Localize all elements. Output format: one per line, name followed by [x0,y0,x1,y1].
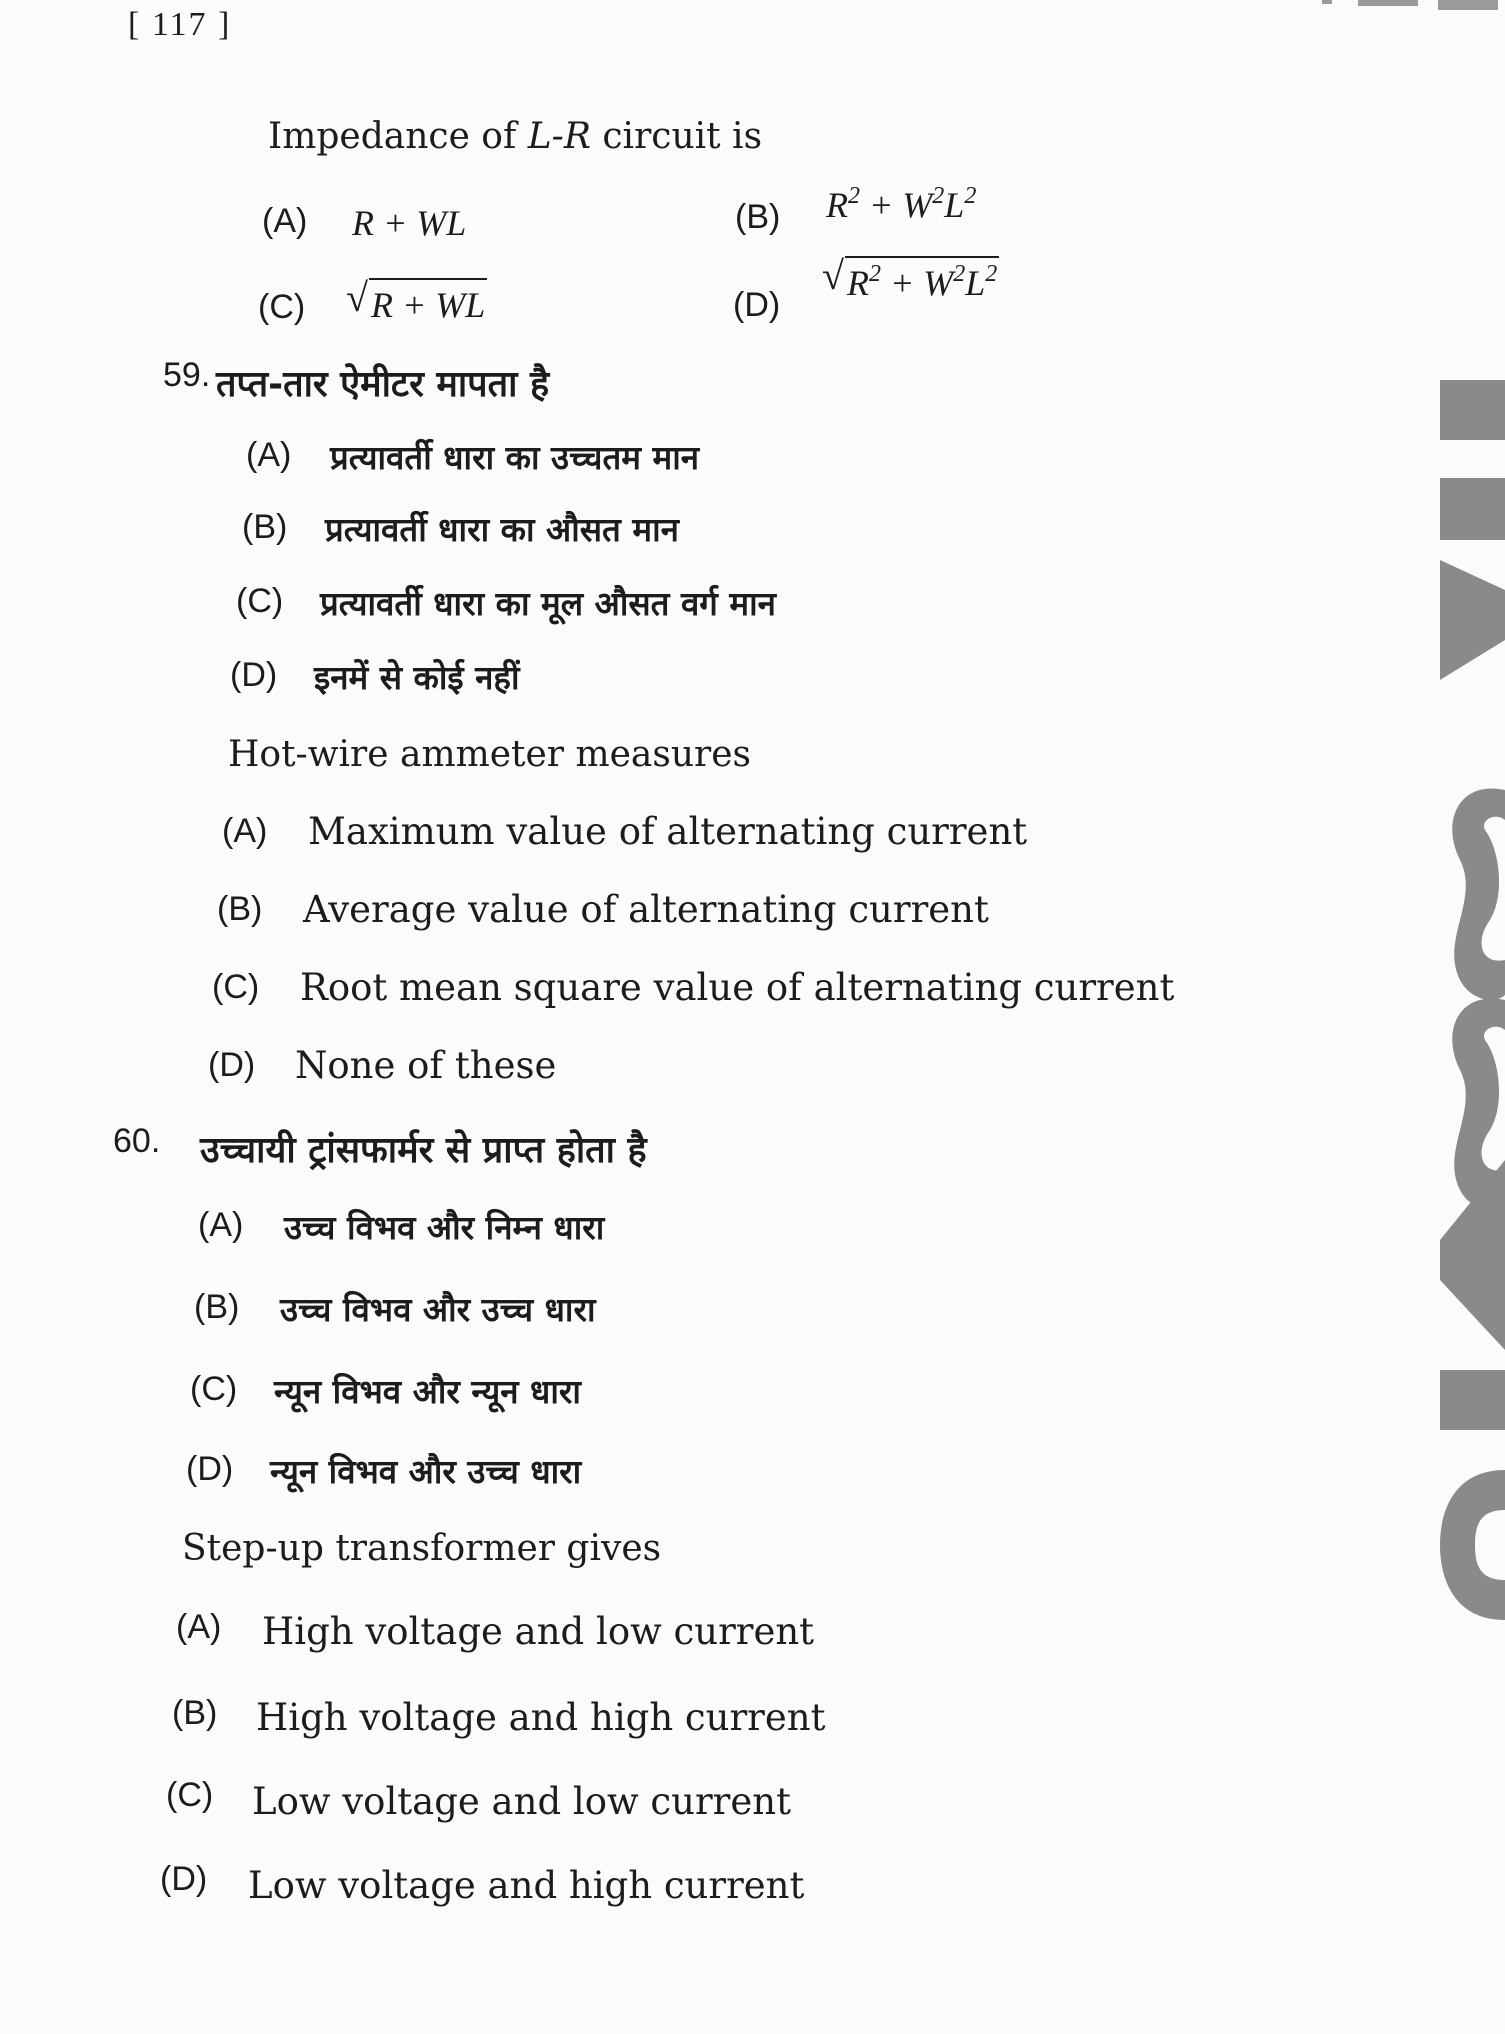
q60-en-option-d-text: Low voltage and high current [248,1864,805,1907]
q58-option-c-label: (C) [258,288,306,326]
q60-en-option-a-label: (A) [176,1608,222,1646]
q59-en-option-c-text: Root mean square value of alternating current [300,966,1175,1009]
q59-hi-option-d-label: (D) [230,656,278,694]
q60-hi-option-d-text: न्यून विभव और उच्च धारा [270,1452,582,1491]
q60-en-option-a-text: High voltage and low current [262,1610,815,1653]
q60-question-english: Step-up transformer gives [182,1528,662,1569]
q59-en-option-a-label: (A) [222,812,268,850]
q59-en-option-a-text: Maximum value of alternating current [308,810,1028,853]
q58-option-c-formula: √ R + WL [346,275,486,325]
q60-hi-option-a-text: उच्च विभव और निम्न धारा [284,1208,605,1247]
q59-question-hindi: तप्त-तार ऐमीटर मापता है [216,364,550,405]
q58-option-a-formula: R + WL [352,203,467,243]
q60-hi-option-b-label: (B) [194,1288,240,1326]
q59-number: 59. [163,356,211,394]
q60-hi-option-c-label: (C) [190,1370,238,1408]
q60-en-option-b-text: High voltage and high current [256,1696,826,1739]
q58-option-b-formula: $R^2 + W^2L^2$ [826,183,977,225]
q59-hi-option-b-text: प्रत्यावर्ती धारा का औसत मान [325,510,679,549]
q58-question: Impedance of L-R circuit is [268,116,763,157]
q60-en-option-d-label: (D) [160,1860,208,1898]
q58-option-a-label: (A) [262,202,308,240]
class-xii-watermark [1440,380,1505,1620]
q59-hi-option-d-text: इनमें से कोई नहीं [314,658,520,697]
q59-question-english: Hot-wire ammeter measures [228,734,752,775]
q59-en-option-b-label: (B) [217,890,263,928]
q60-hi-option-b-text: उच्च विभव और उच्च धारा [280,1290,596,1329]
q59-en-option-b-text: Average value of alternating current [303,888,989,931]
q59-hi-option-b-label: (B) [242,508,288,546]
q60-en-option-c-label: (C) [166,1776,214,1814]
top-corner-scribble [1318,0,1505,14]
q59-en-option-d-label: (D) [208,1046,256,1084]
q59-hi-option-a-text: प्रत्यावर्ती धारा का उच्चतम मान [330,438,700,477]
q60-hi-option-c-text: न्यून विभव और न्यून धारा [274,1372,581,1411]
q58-option-b-label: (B) [735,198,781,236]
q60-number: 60. [113,1122,161,1160]
q60-en-option-b-label: (B) [172,1694,218,1732]
q60-en-option-c-text: Low voltage and low current [252,1780,791,1823]
q59-hi-option-a-label: (A) [246,436,292,474]
lr-circuit-term: L-R [527,116,591,157]
q59-en-option-c-label: (C) [212,968,260,1006]
page-number: [ 117 ] [128,6,232,43]
q59-hi-option-c-label: (C) [236,582,284,620]
q58-option-d-formula: √ $R^2 + W^2L^2$ [822,253,998,303]
q58-option-d-label: (D) [733,286,781,324]
q59-en-option-d-text: None of these [295,1044,557,1087]
q60-question-hindi: उच्चायी ट्रांसफार्मर से प्राप्त होता है [200,1130,647,1171]
q60-hi-option-a-label: (A) [198,1206,244,1244]
q59-hi-option-c-text: प्रत्यावर्ती धारा का मूल औसत वर्ग मान [320,584,776,623]
q60-hi-option-d-label: (D) [186,1450,234,1488]
